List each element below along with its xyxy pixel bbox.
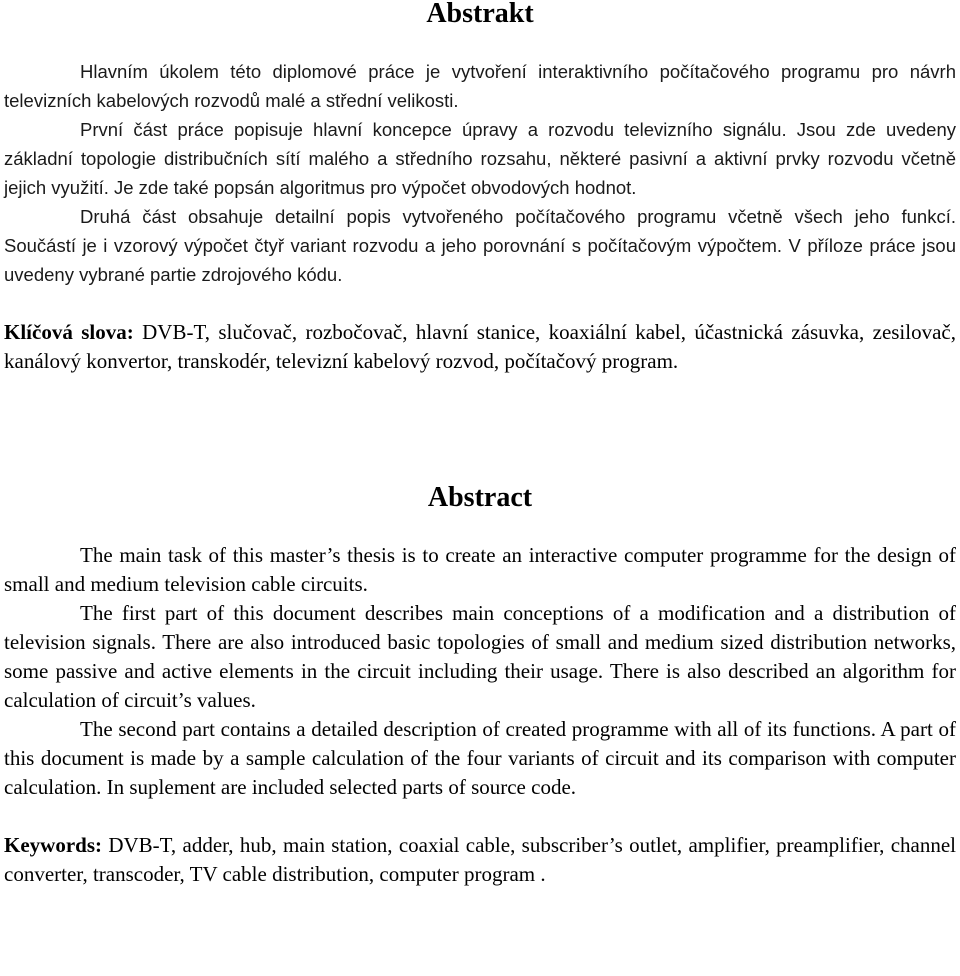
abstract-heading: Abstract [427, 482, 533, 513]
abstract-section [4, 484, 956, 889]
klicova-slova-label: Klíčová slova: [4, 320, 134, 344]
abstrakt-section [4, 0, 956, 376]
keywords [4, 831, 956, 889]
abstract-paragraph-2: The first part of this document describes main conceptions of a modification and a distribution of television signals. There are also introduced basic topologies of small and medium sized distribution networks, some passive and active elements in the circuit including their usage. There is also described an algorithm for calculation of circuit’s values. [4, 601, 956, 712]
keywords-label: Keywords: [4, 833, 102, 857]
abstract-paragraph-3: The second part contains a detailed description of created programme with all of its functions. A part of this document is made by a sample calculation of the four variants of circuit and its comparison with computer calculation. In suplement are included selected parts of source code. [4, 717, 956, 799]
klicova-slova-list: DVB-T, slučovač, rozbočovač, hlavní stanice, koaxiální kabel, účastnická zásuvka, zesilovač, kanálový konvertor, transkodér, televizní kabelový rozvod, počítačový program. [4, 320, 956, 373]
abstrakt-heading: Abstrakt [426, 0, 534, 29]
document-page [4, 0, 956, 889]
abstrakt-paragraph-1: Hlavním úkolem této diplomové práce je vytvoření interaktivního počítačového programu pro návrh televizních kabelových rozvodů malé a střední velikosti. [4, 61, 956, 111]
klicova-slova [4, 318, 956, 376]
abstract-paragraph-1: The main task of this master’s thesis is to create an interactive computer programme for the design of small and medium television cable circuits. [4, 543, 956, 596]
abstrakt-paragraph-3: Druhá část obsahuje detailní popis vytvořeného počítačového programu včetně všech jeho funkcí. Součástí je i vzorový výpočet čtyř variant rozvodu a jeho porovnání s počítačovým výpočtem. V příloze práce jsou uvedeny vybrané partie zdrojového kódu. [4, 206, 956, 285]
keywords-list: DVB-T, adder, hub, main station, coaxial cable, subscriber’s outlet, amplifier, preamplifier, channel converter, transcoder, TV cable distribution, computer program . [4, 833, 956, 886]
abstrakt-paragraph-2: První část práce popisuje hlavní koncepce úpravy a rozvodu televizního signálu. Jsou zde uvedeny základní topologie distribučních sítí malého a středního rozsahu, některé pasivní a aktivní prvky rozvodu včetně jejich využití. Je zde také popsán algoritmus pro výpočet obvodových hodnot. [4, 119, 956, 198]
